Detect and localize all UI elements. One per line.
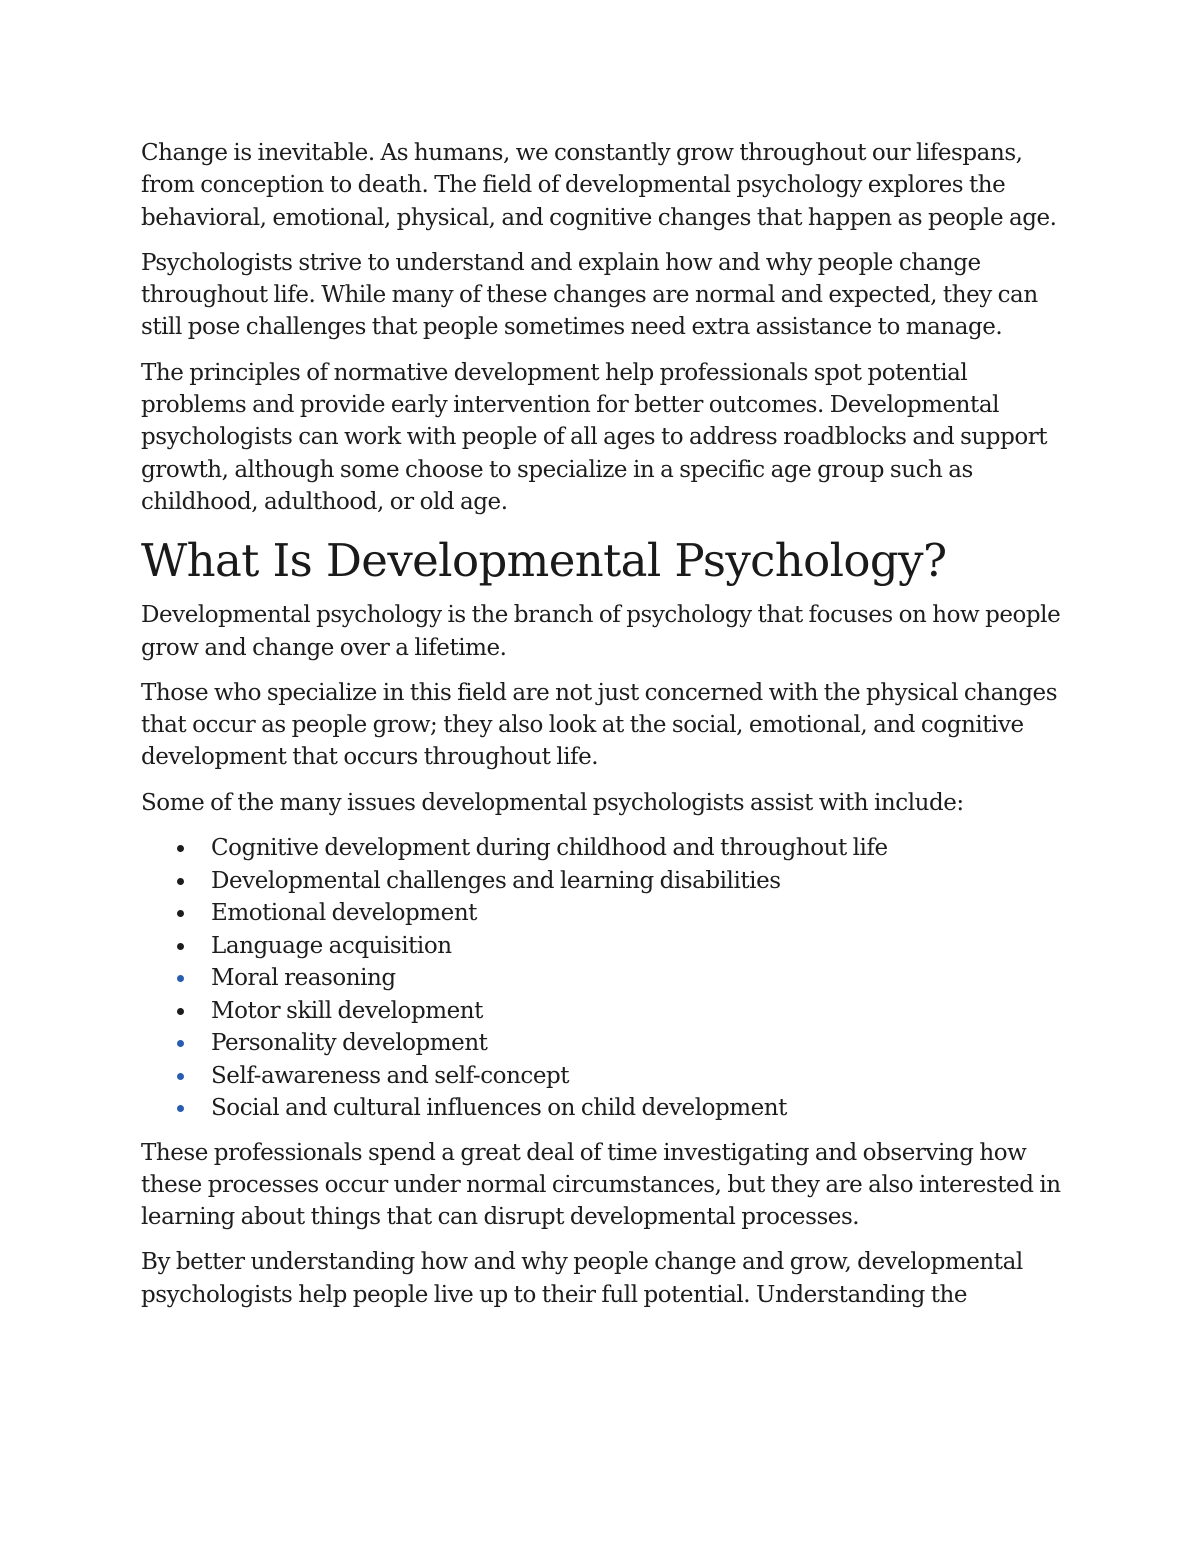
list-item — [141, 1060, 1066, 1093]
issues-list — [141, 832, 1066, 1125]
bullet-icon — [177, 910, 184, 917]
list-item — [141, 865, 1066, 898]
section-heading: What Is Developmental Psychology? — [141, 534, 947, 588]
bullet-icon — [177, 943, 184, 950]
document-body — [141, 137, 1066, 1324]
list-item-text: Motor skill development — [211, 997, 483, 1024]
intro-paragraph-2: Psychologists strive to understand and explain how and why people change throughout life. While many of these changes are normal and expected, they can still pose challenges that people sometimes need extra assistance to manage. — [141, 249, 1038, 341]
bullet-icon — [177, 1040, 184, 1047]
list-item-text: Developmental challenges and learning disabilities — [211, 867, 781, 894]
list-item — [141, 962, 1066, 995]
list-item-text: Social and cultural influences on child development — [211, 1095, 787, 1122]
list-item-text: Moral reasoning — [211, 965, 396, 992]
list-item — [141, 995, 1066, 1028]
section-paragraph-2: Those who specialize in this field are not just concerned with the physical changes that occur as people grow; they also look at the social, emotional, and cognitive development that occurs throughout life. — [141, 679, 1058, 771]
list-item — [141, 897, 1066, 930]
closing-paragraph-2: By better understanding how and why people change and grow, developmental psychologists help people live up to their full potential. Understanding the — [141, 1249, 1023, 1308]
list-item-text: Emotional development — [211, 900, 477, 927]
bullet-icon — [177, 1008, 184, 1015]
section-paragraph-1: Developmental psychology is the branch of psychology that focuses on how people grow and change over a lifetime. — [141, 602, 1061, 661]
bullet-icon — [177, 1105, 184, 1112]
bullet-icon — [177, 845, 184, 852]
list-item — [141, 1092, 1066, 1125]
intro-paragraph-1: Change is inevitable. As humans, we constantly grow throughout our lifespans, from conception to death. The field of developmental psychology explores the behavioral, emotional, physical, and cognitive changes that happen as people age. — [141, 140, 1057, 231]
list-item-text: Self-awareness and self-concept — [211, 1062, 570, 1089]
bullet-icon — [177, 878, 184, 885]
closing-paragraph-1: These professionals spend a great deal of time investigating and observing how these processes occur under normal circumstances, but they are also interested in learning about things that can disrupt developmental processes. — [141, 1139, 1061, 1231]
bullet-icon — [177, 1073, 184, 1080]
bullet-icon — [177, 975, 184, 982]
intro-paragraph-3: The principles of normative development help professionals spot potential problems and provide early intervention for better outcomes. Developmental psychologists can work with people of all ages to address roadblocks and support growth, although some choose to specialize in a specific age group such as childhood, adulthood, or old age. — [141, 359, 1048, 515]
list-item — [141, 930, 1066, 963]
list-item-text: Personality development — [211, 1030, 488, 1057]
section-paragraph-3: Some of the many issues developmental psychologists assist with include: — [141, 789, 964, 816]
list-item — [141, 1027, 1066, 1060]
list-item-text: Language acquisition — [211, 932, 452, 959]
list-item-text: Cognitive development during childhood and throughout life — [211, 835, 888, 862]
list-item — [141, 832, 1066, 865]
